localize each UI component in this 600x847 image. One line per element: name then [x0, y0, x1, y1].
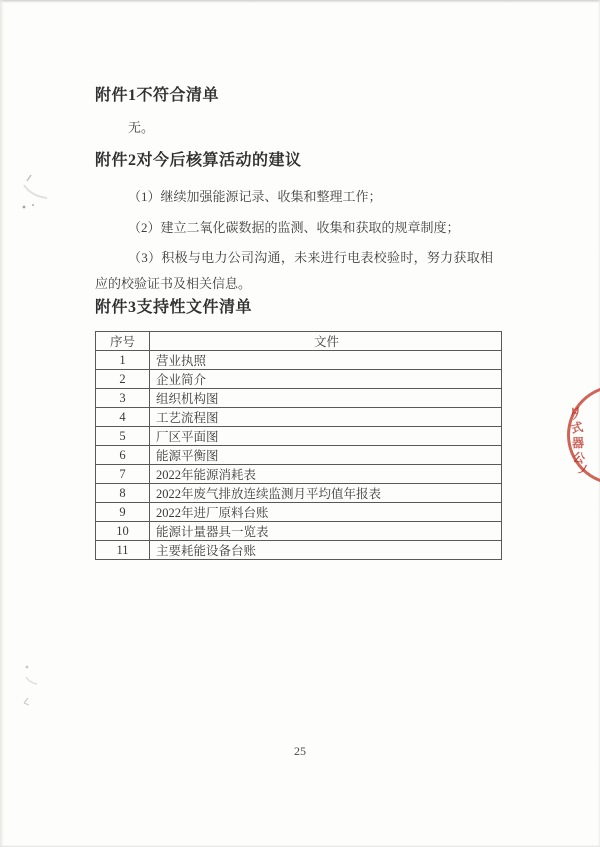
row-file: 2022年废气排放连续监测月平均值年报表 — [150, 484, 502, 503]
table-row — [96, 427, 502, 446]
row-file: 企业简介 — [150, 370, 502, 389]
scan-edge-top — [0, 0, 600, 3]
red-seal-character: 式 — [569, 419, 585, 437]
attachment3-heading: 附件3支持性文件清单 — [95, 299, 253, 316]
row-index: 9 — [96, 503, 150, 522]
attachment2-item-1: （1）继续加强能源记录、收集和整理工作； — [128, 189, 382, 204]
table-row — [96, 522, 502, 541]
row-file: 组织机构图 — [150, 389, 502, 408]
attachment2-item-3: （3）积极与电力公司沟通，未来进行电表校验时，努力获取相应的校验证书及相关信息。 — [95, 250, 493, 291]
supporting-documents-table — [95, 331, 502, 560]
row-index: 1 — [96, 351, 150, 370]
red-seal-character: 夕 — [567, 404, 585, 422]
table-row — [96, 370, 502, 389]
red-seal-character: 器 — [572, 436, 585, 450]
row-file: 营业执照 — [150, 351, 502, 370]
table-header-file: 文件 — [150, 332, 502, 351]
table-row — [96, 389, 502, 408]
row-index: 8 — [96, 484, 150, 503]
row-file: 工艺流程图 — [150, 408, 502, 427]
table-row — [96, 408, 502, 427]
row-index: 11 — [96, 541, 150, 560]
attachment2-item-2: （2）建立二氧化碳数据的监测、收集和获取的规章制度； — [128, 220, 460, 235]
table-row — [96, 484, 502, 503]
red-seal-character: 公 — [571, 449, 587, 467]
red-seal-character: 丿 — [574, 460, 592, 480]
row-file: 2022年能源消耗表 — [150, 465, 502, 484]
table-row — [96, 503, 502, 522]
row-file: 能源平衡图 — [150, 446, 502, 465]
row-file: 2022年进厂原料台账 — [150, 503, 502, 522]
attachment1-heading: 附件1不符合清单 — [95, 87, 220, 104]
row-file: 能源计量器具一览表 — [150, 522, 502, 541]
attachment1-body: 无。 — [128, 120, 155, 135]
table-row — [96, 465, 502, 484]
table-header-index: 序号 — [96, 332, 150, 351]
row-index: 7 — [96, 465, 150, 484]
table-row — [96, 446, 502, 465]
row-index: 5 — [96, 427, 150, 446]
row-index: 2 — [96, 370, 150, 389]
row-index: 4 — [96, 408, 150, 427]
scan-smudges — [0, 170, 60, 750]
attachment2-heading: 附件2对今后核算活动的建议 — [95, 152, 302, 169]
table-header-row — [96, 332, 502, 351]
row-file: 厂区平面图 — [150, 427, 502, 446]
row-index: 10 — [96, 522, 150, 541]
row-file: 主要耗能设备台账 — [150, 541, 502, 560]
table-row — [96, 351, 502, 370]
row-index: 6 — [96, 446, 150, 465]
row-index: 3 — [96, 389, 150, 408]
table-row — [96, 541, 502, 560]
page-number: 25 — [294, 744, 306, 758]
